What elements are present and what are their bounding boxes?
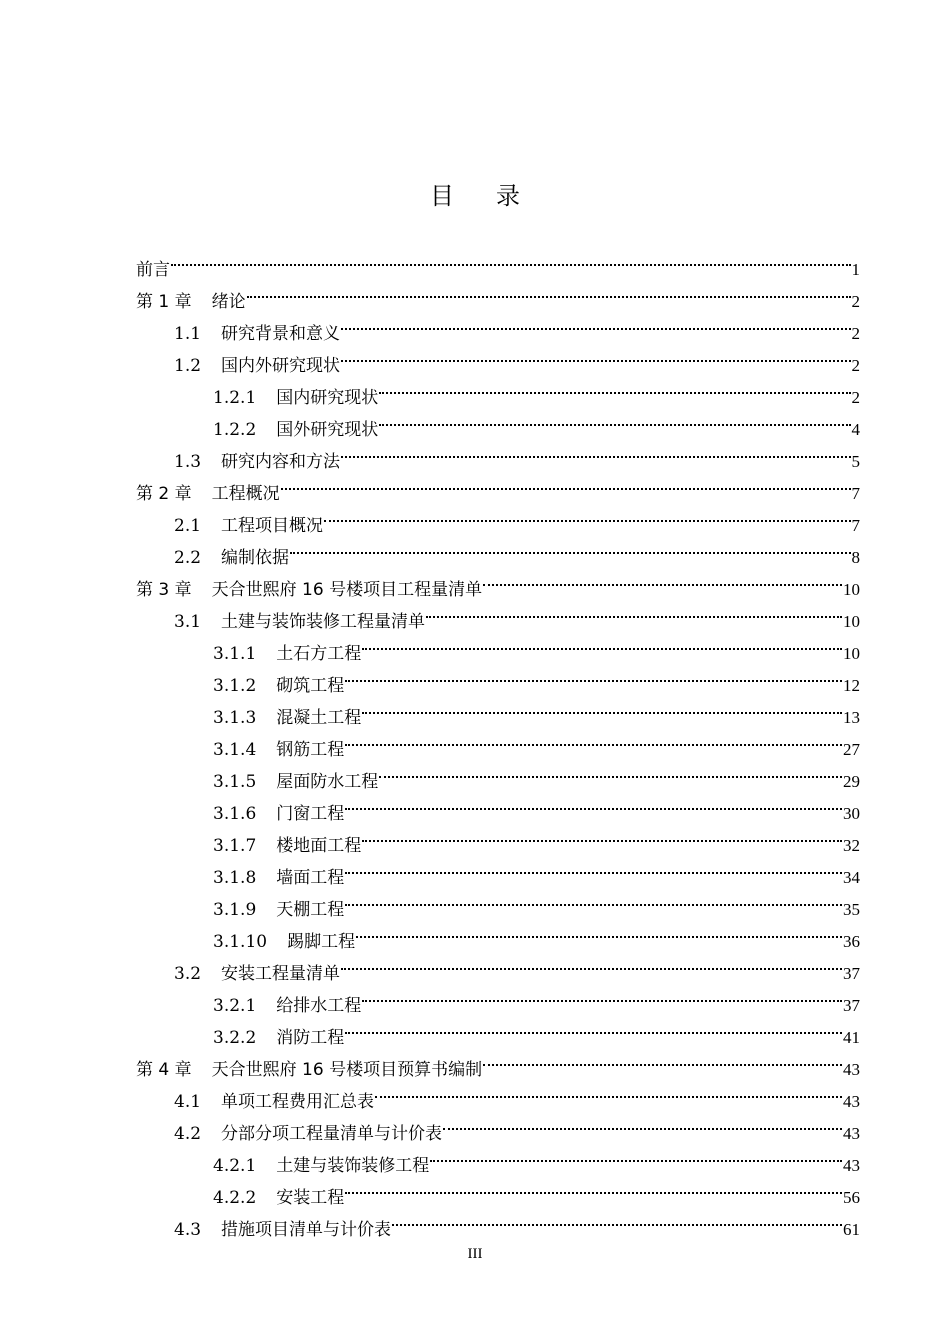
toc-entry-page: 4: [851, 420, 860, 439]
toc-entry-title: 楼地面工程: [276, 836, 362, 856]
toc-entry-title: 编制依据: [221, 548, 290, 568]
toc-entry-page: 29: [843, 772, 860, 791]
toc-entry-leader-dots: [483, 563, 842, 595]
toc-entry-number: 3.1.2: [213, 676, 257, 696]
toc-entry-page: 8: [851, 548, 860, 567]
toc-heading-right: 录: [496, 182, 520, 210]
toc-entry-number: 2.1: [174, 516, 202, 536]
toc-entry-number: 3.1: [174, 612, 202, 632]
toc-entry-title: 工程项目概况: [221, 516, 324, 536]
toc-entry-title: 天合世熙府 16 号楼项目预算书编制: [211, 1060, 483, 1080]
toc-entry-number: 3.1.6: [213, 804, 257, 824]
toc-entry-leader-dots: [171, 243, 851, 275]
toc-entry-leader-dots: [341, 307, 850, 339]
toc-entry-title: 研究内容和方法: [221, 452, 341, 472]
toc-entry-number: 4.2.2: [213, 1188, 257, 1208]
toc-entry-leader-dots: [345, 659, 842, 691]
toc-entry-leader-dots: [426, 595, 842, 627]
toc-entry-title: 国内研究现状: [276, 388, 379, 408]
toc-entry-page: 43: [843, 1124, 860, 1143]
toc-entry-leader-dots: [392, 1203, 842, 1235]
toc-entry-leader-dots: [324, 499, 850, 531]
toc-entry-leader-dots: [247, 275, 851, 307]
toc-entry-leader-dots: [356, 915, 842, 947]
toc-entry-title: 安装工程: [276, 1188, 345, 1208]
toc-entry-number: 4.2: [174, 1124, 202, 1144]
toc-entry-number: 1.3: [174, 452, 202, 472]
toc-entry-leader-dots: [362, 691, 842, 723]
toc-entry-leader-dots: [290, 531, 850, 563]
toc-entry-page: 7: [851, 484, 860, 503]
toc-entry-page: 41: [843, 1028, 860, 1047]
toc-entry-title: 天棚工程: [276, 900, 345, 920]
toc-entry-page: 30: [843, 804, 860, 823]
toc-entry-title: 门窗工程: [276, 804, 345, 824]
toc-entry-leader-dots: [362, 819, 842, 851]
toc-heading-left: 目: [430, 182, 454, 210]
toc-entry-page: 10: [843, 644, 860, 663]
toc-entry-title: 措施项目清单与计价表: [221, 1220, 392, 1240]
toc-entry-leader-dots: [345, 883, 842, 915]
toc-entry-number: 1.1: [174, 324, 202, 344]
toc-entry-leader-dots: [379, 371, 850, 403]
toc-entry-page: 37: [843, 996, 860, 1015]
toc-entry-title: 国内外研究现状: [221, 356, 341, 376]
toc-entry-page: 27: [843, 740, 860, 759]
toc-entry-leader-dots: [379, 755, 842, 787]
toc-entry-page: 36: [843, 932, 860, 951]
toc-entry-page: 43: [843, 1092, 860, 1111]
toc-entry-page: 10: [843, 612, 860, 631]
table-of-contents: [136, 243, 860, 1240]
toc-entry-number: 第 2 章: [136, 484, 192, 504]
toc-entry-number: 3.1.3: [213, 708, 257, 728]
toc-entry-title: 屋面防水工程: [276, 772, 379, 792]
toc-entry-title: 给排水工程: [276, 996, 362, 1016]
toc-entry-number: 3.1.10: [213, 932, 268, 952]
toc-entry-page: 34: [843, 868, 860, 887]
toc-entry-number: 3.1.7: [213, 836, 257, 856]
toc-entry-number: 3.1.5: [213, 772, 257, 792]
toc-entry-page: 5: [851, 452, 860, 471]
toc-entry-title: 消防工程: [276, 1028, 345, 1048]
toc-entry-page: 13: [843, 708, 860, 727]
toc-entry-number: 第 1 章: [136, 292, 192, 312]
toc-entry-title: 国外研究现状: [276, 420, 379, 440]
toc-entry-number: 4.2.1: [213, 1156, 257, 1176]
toc-entry-page: 61: [843, 1220, 860, 1239]
toc-entry-number: 3.2: [174, 964, 202, 984]
toc-entry-page: 1: [851, 260, 860, 279]
toc-entry-title: 砌筑工程: [276, 676, 345, 696]
toc-entry-page: 35: [843, 900, 860, 919]
toc-entry-page: 10: [843, 580, 860, 599]
toc-entry-title: 绪论: [211, 292, 246, 312]
toc-entry-leader-dots: [345, 787, 842, 819]
toc-entry-leader-dots: [362, 979, 842, 1011]
toc-entry-leader-dots: [375, 1075, 842, 1107]
toc-entry-title: 单项工程费用汇总表: [221, 1092, 375, 1112]
toc-entry-title: 研究背景和意义: [221, 324, 341, 344]
toc-entry-page: 43: [843, 1156, 860, 1175]
toc-entry-leader-dots: [345, 1171, 842, 1203]
toc-entry-page: 37: [843, 964, 860, 983]
toc-entry-number: 1.2.1: [213, 388, 257, 408]
toc-entry-number: 3.1.8: [213, 868, 257, 888]
toc-entry-title: 分部分项工程量清单与计价表: [221, 1124, 443, 1144]
toc-entry-number: 3.2.2: [213, 1028, 257, 1048]
toc-entry-title: 墙面工程: [276, 868, 345, 888]
toc-entry-title: 前言: [136, 260, 170, 280]
toc-entry-title: 混凝土工程: [276, 708, 362, 728]
toc-entry-number: 3.1.1: [213, 644, 257, 664]
toc-entry-leader-dots: [379, 403, 850, 435]
toc-entry-title: 安装工程量清单: [221, 964, 341, 984]
toc-entry-number: 第 4 章: [136, 1060, 192, 1080]
toc-entry-page: 56: [843, 1188, 860, 1207]
toc-entry-page: 43: [843, 1060, 860, 1079]
toc-entry-page: 2: [851, 388, 860, 407]
toc-entry-title: 土石方工程: [276, 644, 362, 664]
toc-heading: [0, 176, 950, 211]
toc-entry-number: 4.3: [174, 1220, 202, 1240]
toc-entry-leader-dots: [281, 467, 851, 499]
toc-entry-page: 2: [851, 292, 860, 311]
toc-entry-number: 1.2: [174, 356, 202, 376]
toc-entry-page: 12: [843, 676, 860, 695]
toc-entry-page: 32: [843, 836, 860, 855]
toc-entry-leader-dots: [443, 1107, 842, 1139]
toc-entry-number: 3.1.4: [213, 740, 257, 760]
toc-entry-leader-dots: [430, 1139, 842, 1171]
toc-entry[interactable]: [136, 243, 860, 280]
toc-entry[interactable]: [136, 275, 860, 312]
toc-entry-number: 2.2: [174, 548, 202, 568]
toc-entry-number: 3.2.1: [213, 996, 257, 1016]
toc-entry-title: 天合世熙府 16 号楼项目工程量清单: [211, 580, 483, 600]
toc-entry-leader-dots: [345, 851, 842, 883]
toc-entry-number: 4.1: [174, 1092, 202, 1112]
toc-entry-number: 第 3 章: [136, 580, 192, 600]
toc-entry-page: 2: [851, 324, 860, 343]
toc-entry-leader-dots: [341, 947, 842, 979]
toc-entry-title: 踢脚工程: [287, 932, 356, 952]
toc-entry-leader-dots: [362, 627, 842, 659]
toc-entry-page: 2: [851, 356, 860, 375]
toc-entry-title: 钢筋工程: [276, 740, 345, 760]
toc-entry-leader-dots: [483, 1043, 842, 1075]
toc-entry-title: 工程概况: [211, 484, 280, 504]
toc-entry-number: 1.2.2: [213, 420, 257, 440]
toc-entry-number: 3.1.9: [213, 900, 257, 920]
toc-entry-leader-dots: [341, 339, 850, 371]
toc-entry-page: 7: [851, 516, 860, 535]
page-number: III: [467, 1246, 483, 1262]
toc-entry-title: 土建与装饰装修工程: [276, 1156, 430, 1176]
toc-entry-leader-dots: [341, 435, 850, 467]
toc-entry-title: 土建与装饰装修工程量清单: [221, 612, 426, 632]
toc-entry-leader-dots: [345, 723, 842, 755]
toc-entry-leader-dots: [345, 1011, 842, 1043]
